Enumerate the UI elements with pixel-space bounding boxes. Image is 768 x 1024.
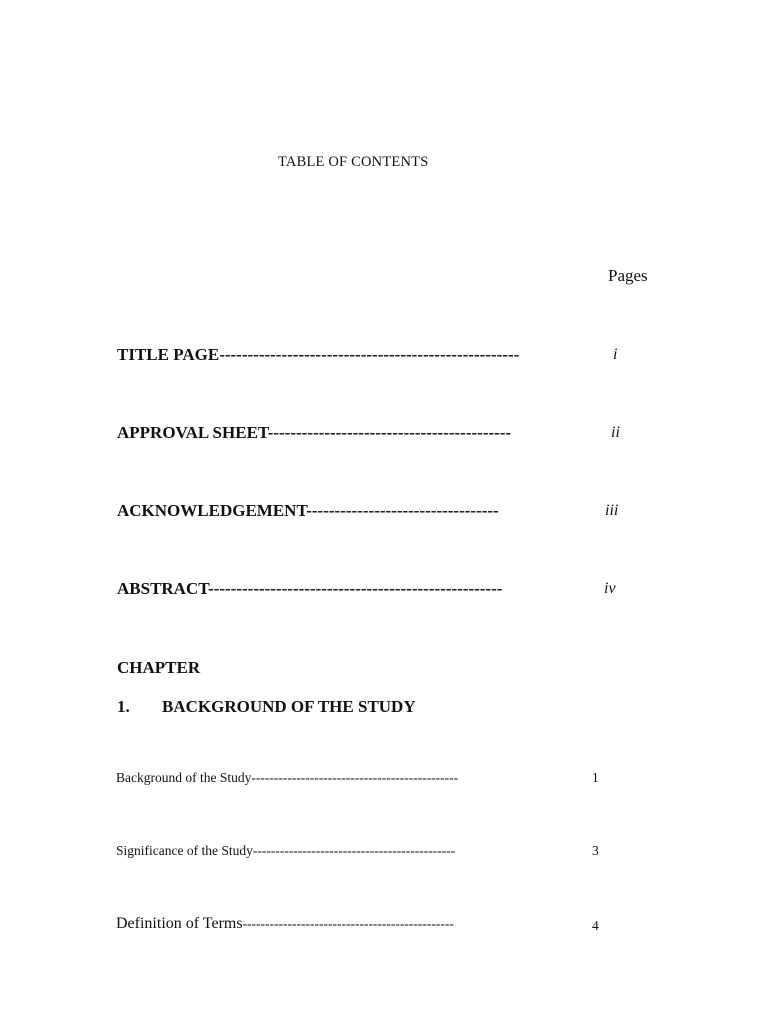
leader-dots: ---------------------------------------------- bbox=[251, 770, 459, 785]
toc-section-label: Background of the Study bbox=[116, 770, 252, 785]
toc-entry-acknowledgement bbox=[117, 501, 499, 521]
toc-entry-title-page bbox=[117, 345, 519, 365]
toc-heading: TABLE OF CONTENTS bbox=[278, 154, 429, 170]
toc-entry-abstract bbox=[117, 579, 502, 599]
toc-entry-label: ABSTRACT bbox=[117, 579, 209, 598]
toc-entry-page-number: iv bbox=[604, 580, 616, 597]
toc-entry-label: APPROVAL SHEET bbox=[117, 423, 268, 442]
toc-entry-approval-sheet bbox=[117, 423, 511, 443]
toc-section-page-number: 4 bbox=[592, 918, 599, 933]
chapter-heading: CHAPTER bbox=[117, 658, 201, 677]
toc-entry-label: TITLE PAGE bbox=[117, 345, 220, 364]
toc-entry-page-number: i bbox=[613, 346, 618, 363]
leader-dots: ---------------------------------- bbox=[306, 501, 499, 520]
chapter-number: 1. bbox=[117, 697, 130, 716]
toc-section-page-number: 1 bbox=[592, 770, 599, 785]
toc-section-label: Significance of the Study bbox=[116, 843, 253, 858]
toc-entry-label: ACKNOWLEDGEMENT bbox=[117, 501, 307, 520]
leader-dots: ----------------------------------------------- bbox=[242, 916, 454, 931]
leader-dots: ---------------------------------------------------- bbox=[208, 579, 503, 598]
toc-section-page-number: 3 bbox=[592, 843, 599, 858]
pages-column-label: Pages bbox=[608, 266, 648, 285]
leader-dots: ----------------------------------------------------- bbox=[219, 345, 520, 364]
chapter-title: BACKGROUND OF THE STUDY bbox=[162, 697, 416, 716]
leader-dots: ------------------------------------------- bbox=[267, 423, 512, 442]
toc-section-background bbox=[116, 770, 458, 786]
toc-entry-page-number: ii bbox=[611, 424, 620, 441]
toc-section-definition-of-terms bbox=[116, 915, 454, 933]
toc-section-significance bbox=[116, 843, 455, 859]
toc-section-label: Definition of Terms bbox=[116, 915, 243, 932]
leader-dots: --------------------------------------------- bbox=[252, 843, 456, 858]
toc-entry-page-number: iii bbox=[605, 502, 619, 519]
